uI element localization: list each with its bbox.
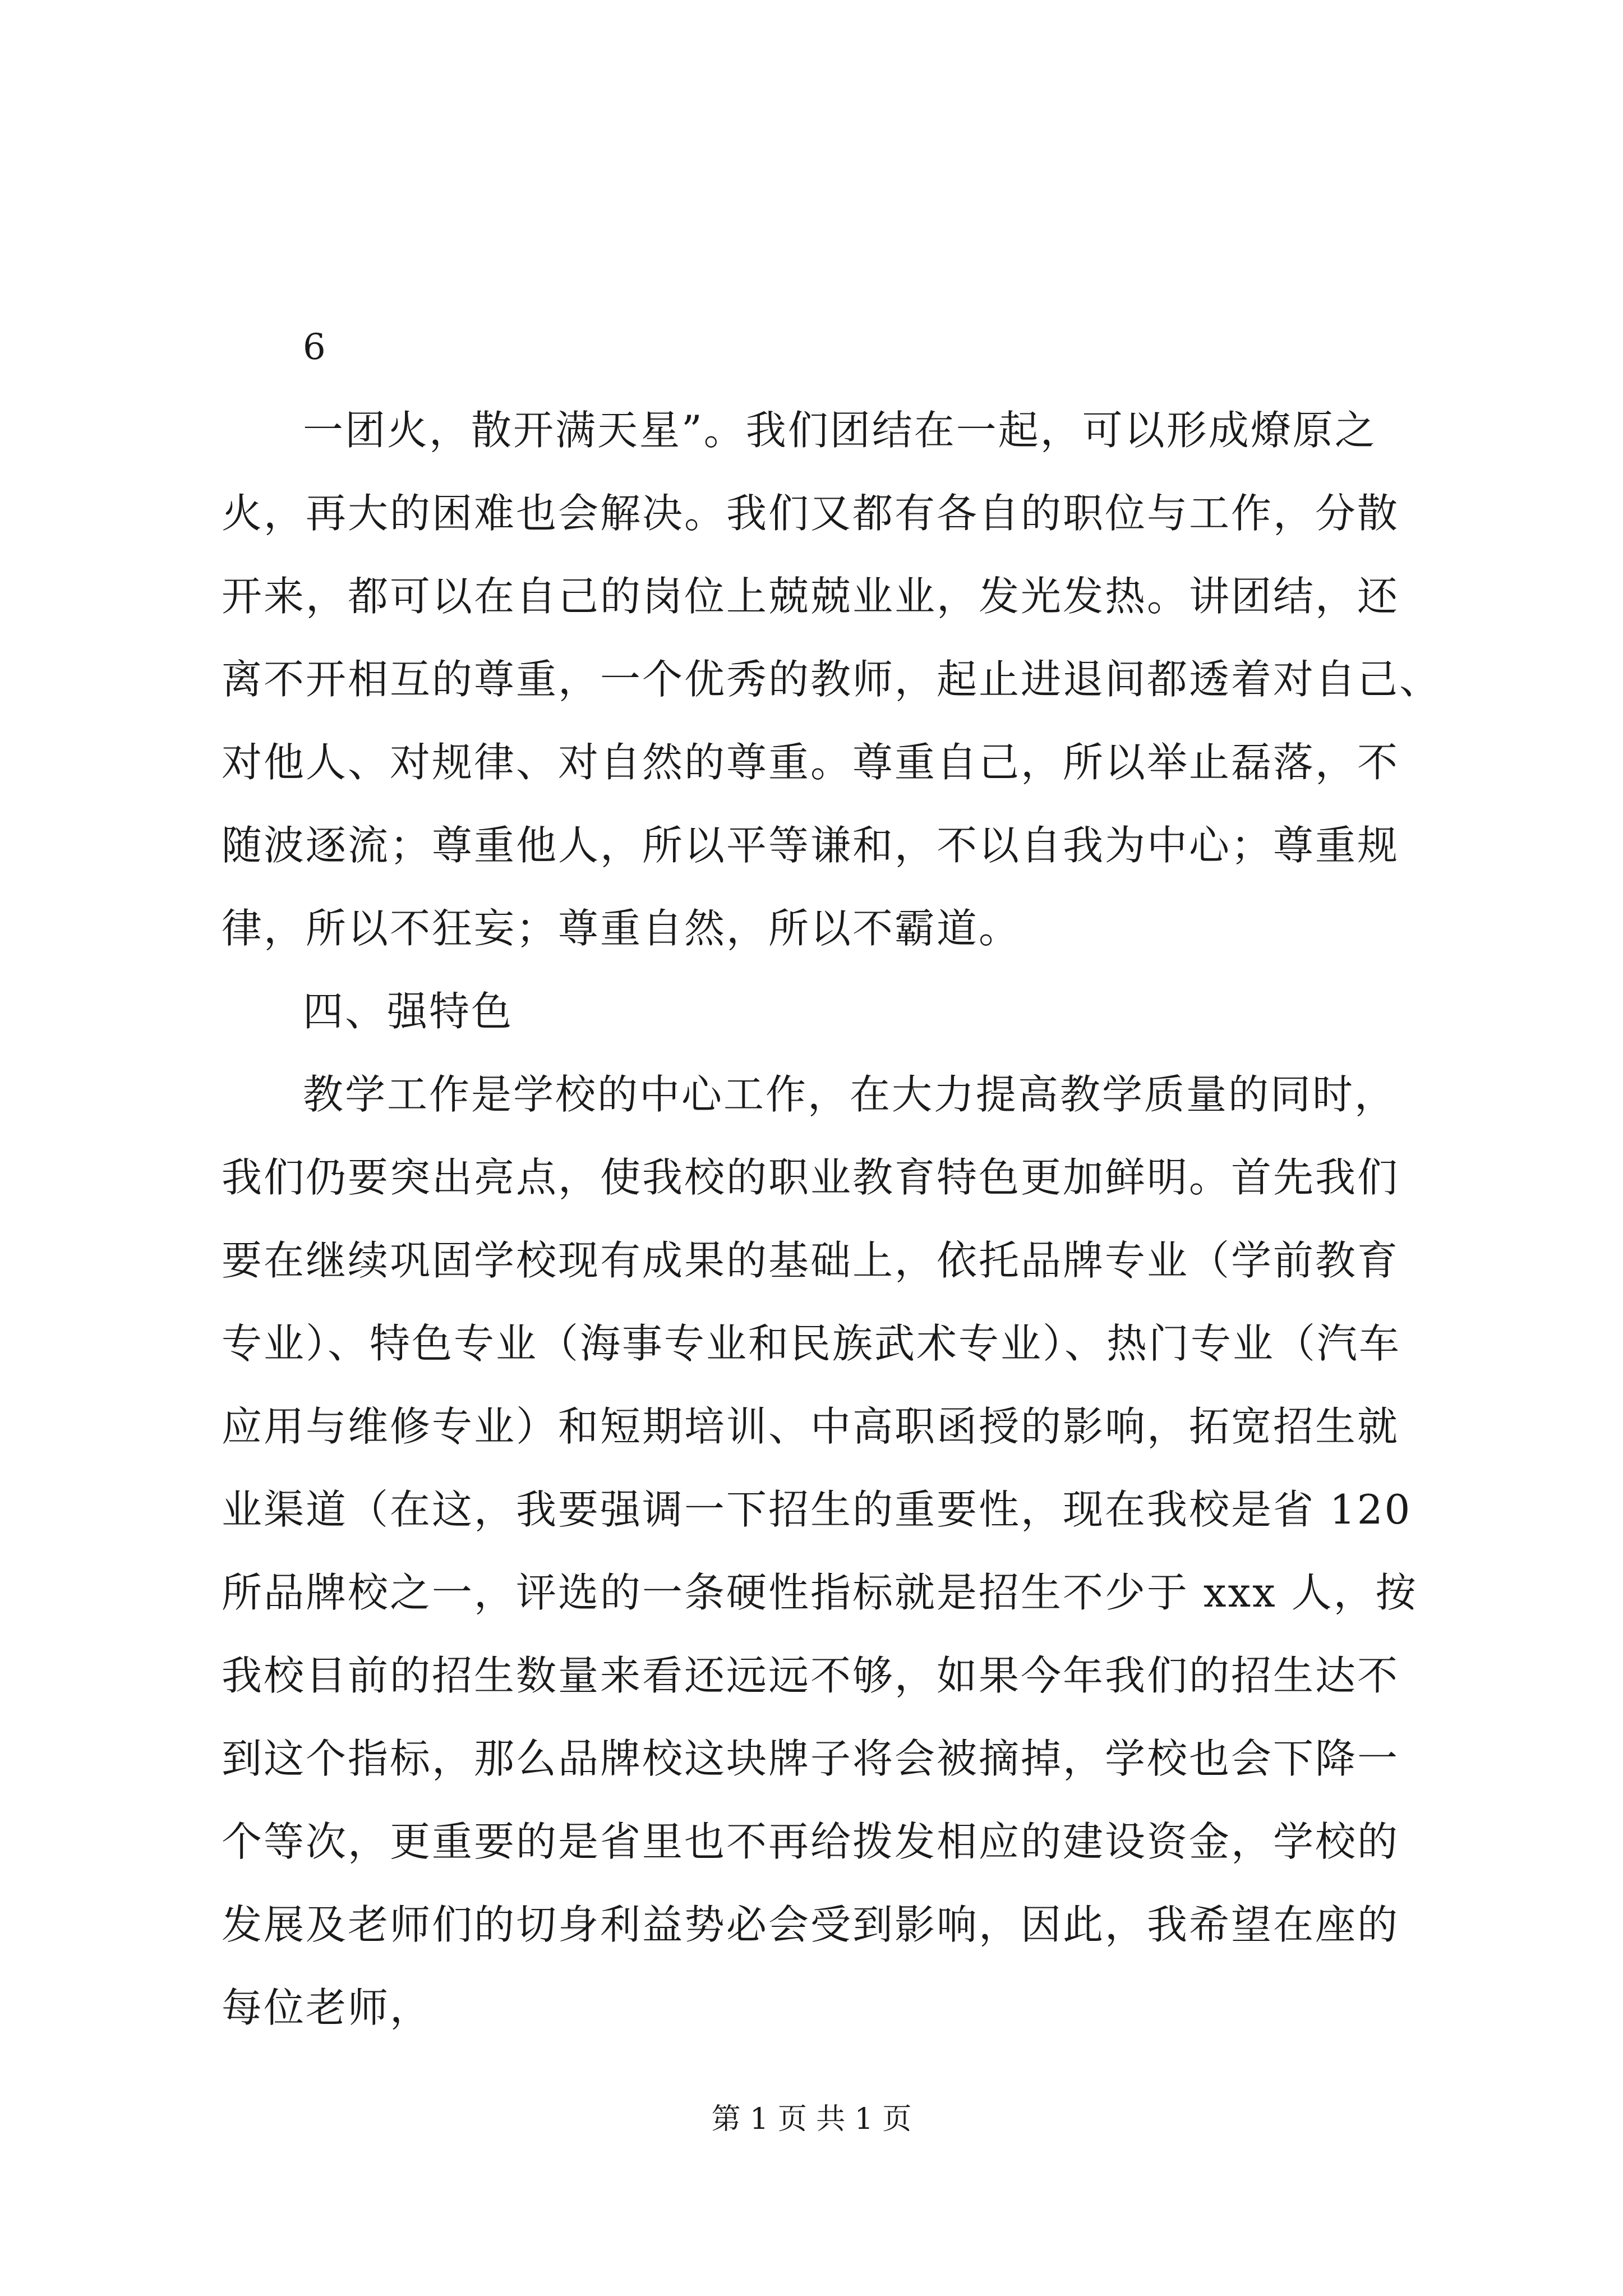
text-line-5: 对他人、对规律、对自然的尊重。尊重自己，所以举止磊落，不 (222, 739, 1400, 786)
text-line-4: 离不开相互的尊重，一个优秀的教师，起止进退间都透着对自己、 (222, 656, 1442, 703)
document-body (222, 306, 1442, 2049)
text-line-12: 专业）、特色专业（海事专业和民族武术专业）、热门专业（汽车 (222, 1320, 1401, 1367)
text-line-10: 我们仍要突出亮点，使我校的职业教育特色更加鲜明。首先我们 (222, 1154, 1400, 1201)
text-line-19: 发展及老师们的切身利益势必会受到影响，因此，我希望在座的 (222, 1901, 1400, 1948)
text-line-14: 业渠道（在这，我要强调一下招生的重要性，现在我校是省 120 (222, 1486, 1412, 1533)
text-line-2: 火，再大的困难也会解决。我们又都有各自的职位与工作，分散 (222, 490, 1400, 537)
text-line-13: 应用与维修专业）和短期培训、中高职函授的影响，拓宽招生就 (222, 1403, 1400, 1450)
text-line-9: 教学工作是学校的中心工作，在大力提高教学质量的同时， (303, 1071, 1397, 1118)
text-line-7: 律，所以不狂妄；尊重自然，所以不霸道。 (222, 905, 1021, 952)
page-number-marker: 6 (303, 326, 328, 368)
text-line-20: 每位老师， (222, 1984, 432, 2031)
text-line-1: 一团火，散开满天星”。我们团结在一起，可以形成燎原之 (303, 407, 1377, 454)
text-line-3: 开来，都可以在自己的岗位上兢兢业业，发光发热。讲团结，还 (222, 573, 1400, 620)
page-footer: 第 1 页 共 1 页 (711, 2102, 912, 2136)
text-line-17: 到这个指标，那么品牌校这块牌子将会被摘掉，学校也会下降一 (222, 1735, 1400, 1782)
section-heading: 四、强特色 (303, 988, 514, 1035)
text-line-11: 要在继续巩固学校现有成果的基础上，依托品牌专业（学前教育 (222, 1237, 1400, 1284)
text-line-15: 所品牌校之一，评选的一条硬性指标就是招生不少于 xxx 人，按 (222, 1569, 1418, 1616)
text-line-6: 随波逐流；尊重他人，所以平等谦和，不以自我为中心；尊重规 (222, 822, 1400, 869)
text-line-16: 我校目前的招生数量来看还远远不够，如果今年我们的招生达不 (222, 1652, 1400, 1699)
text-line-18: 个等次，更重要的是省里也不再给拨发相应的建设资金，学校的 (222, 1818, 1400, 1865)
